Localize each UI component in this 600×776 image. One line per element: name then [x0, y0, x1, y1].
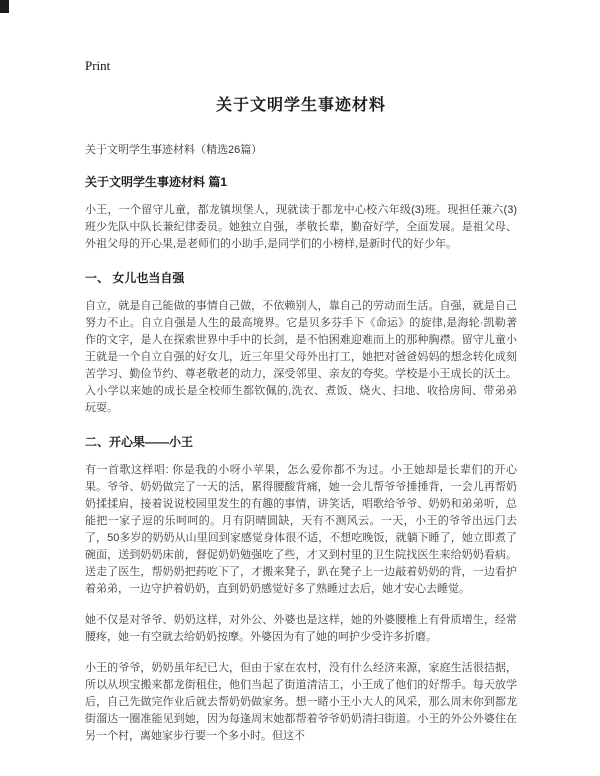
print-link[interactable]: Print: [85, 58, 111, 73]
document-content: [85, 92, 517, 759]
page-title: 关于文明学生事迹材料: [215, 97, 386, 114]
paragraph-grandparents-care: 她不仅是对爷爷、奶奶这样，对外公、外婆也是这样，她的外婆腰椎上有骨质增生，经常腰疼，她一有空就去给奶奶按摩。外婆因为有了她的呵护少受许多折磨。: [85, 614, 517, 643]
paragraph-self-reliance: 自立，就是自己能做的事情自己做，不依赖别人，靠自己的劳动而生活。自强，就是自己努力不止。自立自强是人生的最高境界。它是贝多芬手下《命运》的旋律,是海轮·凯勒著作的文字，是人在探索世界中手中的长剑，是不怕困难迎难而上的那种胸襟。留守儿童小王就是一个自立自强的好女儿，近三年里父母外出打工，她把对爸爸妈妈的想念转化成刻苦学习、勤俭节约、尊老敬老的动力，深受邻里、亲友的夸奖。学校是小王成长的沃土。入小学以来她的成长是全校师生都钦佩的,洗衣、煮饭、烧火、扫地、收拾房间、带弟弟玩耍。: [85, 300, 517, 414]
paragraph-happy-fruit: 有一首歌这样唱: 你是我的小呀小苹果，怎么爱你都不为过。小王她却是长辈们的开心果。爷爷、奶奶做完了一天的活，累得腰酸背痛，她一会儿帮爷爷捶捶背，一会儿再帮奶奶揉揉肩，接着说说校园里发生的有趣的事情，讲笑话，唱歌给爷爷、奶奶和弟弟听，总能把一家子逗的乐呵呵的。月有阴晴圆缺，天有不测风云。一天，小王的爷爷出远门去了，50多岁的奶奶从山里回到家感觉身体很不适，不想吃晚饭，就躺下睡了，她立即煮了碗面，送到奶奶床前，督促奶奶勉强吃了些，才又到村里的卫生院找医生来给奶奶看病。送走了医生，帮奶奶把药吃下了，才搬来凳子，趴在凳子上一边敲着奶奶的背，一边看护着弟弟，一边守护着奶奶，直到奶奶感觉好多了熟睡过去后，她才安心去睡觉。: [85, 464, 517, 595]
section-heading-happy-fruit: 二、开心果——小王: [85, 435, 194, 449]
document-subtitle: 关于文明学生事迹材料（精选26篇）: [85, 144, 263, 156]
section-heading-self-reliance: 一、 女儿也当自强: [85, 271, 185, 285]
paragraph-street-cleaning: 小王的爷爷，奶奶虽年纪已大，但由于家在农村，没有什么经济来源，家庭生活很拮据，所以从坝宝搬来都龙街租住，他们当起了街道清洁工，小王成了他们的好帮手。每天放学后，自己先做完作业后就去帮奶奶做家务。想一睹小王小大人的风采，那么周末你到都龙街溜达一圈准能见到她，因为每逢周末她都帮着爷爷奶奶清扫街道。小王的外公外婆住在另一个村，离她家步行要一个多小时。但这不: [85, 662, 517, 742]
section-heading-part1: 关于文明学生事迹材料 篇1: [85, 175, 228, 189]
paragraph-intro: 小王，一个留守儿童，都龙镇坝堡人，现就读于都龙中心校六年级(3)班。现担任兼六(3)班少先队中队长兼纪律委员。她独立自强，孝敬长辈，勤奋好学，全面发展。是祖父母、外祖父母的开心果,是老师们的小助手,是同学们的小榜样,是新时代的好少年。: [85, 204, 517, 250]
corner-mark: [0, 0, 9, 13]
